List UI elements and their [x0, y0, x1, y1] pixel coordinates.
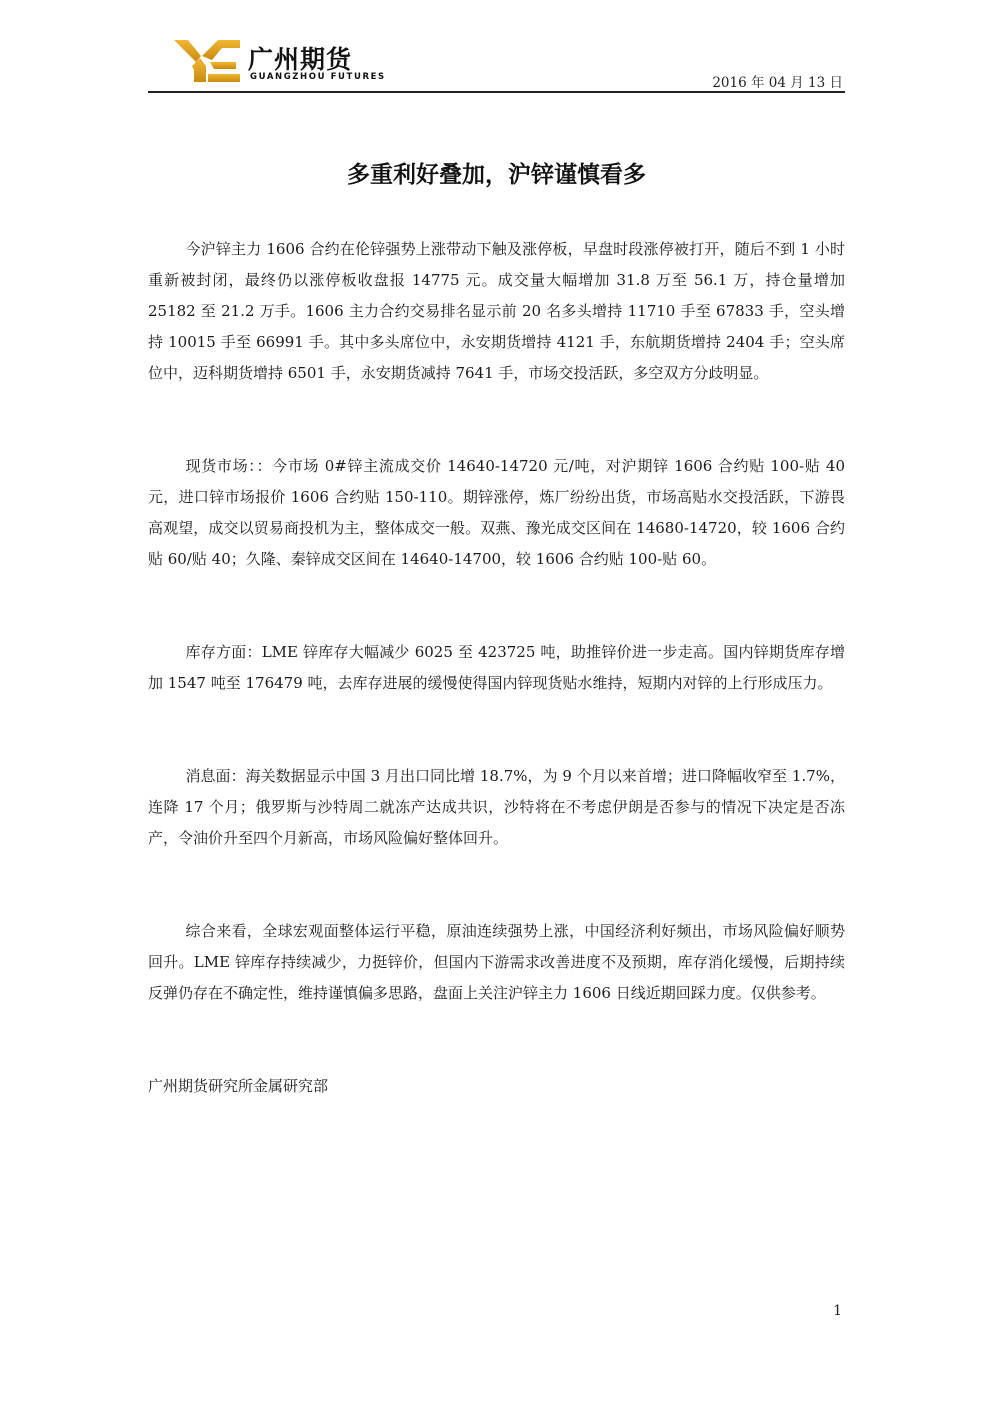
company-logo: [172, 36, 402, 86]
logo-mark-icon: [172, 36, 242, 86]
report-date: 2016 年 04 月 13 日: [712, 75, 843, 91]
brand-subtitle: GUANGZHOU FUTURES: [250, 72, 386, 82]
article-title: 多重利好叠加，沪锌谨慎看多: [347, 162, 646, 188]
article-body: [148, 234, 845, 1102]
paragraph-spot-market: 现货市场：：今市场 0#锌主流成交价 14640-14720 元/吨，对沪期锌 1606 合约贴 100-贴 40 元，进口锌市场报价 1606 合约贴 150-110。期锌涨停，炼厂纷纷出货，市场高贴水交投活跃，下游畏高观望，成交以贸易商投机为主，整体成交一般。双燕、豫光成交区间在 14680-14720，较 1606 合约贴 60/贴 40；久隆、秦锌成交区间在 14640-14700，较 1606 合约贴 100-贴 60。: [148, 457, 845, 568]
paragraph-conclusion: 综合来看，全球宏观面整体运行平稳，原油连续强势上涨，中国经济利好频出，市场风险偏好顺势回升。LME 锌库存持续减少，力挺锌价，但国内下游需求改善进度不及预期，库存消化缓慢，后期持续反弹仍存在不确定性，维持谨慎偏多思路，盘面上关注沪锌主力 1606 日线近期回踩力度。仅供参考。: [148, 922, 845, 1002]
header-rule: [148, 91, 845, 93]
brand-name: 广州期货: [248, 45, 353, 74]
page-header: [148, 30, 845, 94]
paragraph-inventory: 库存方面：LME 锌库存大幅减少 6025 至 423725 吨，助推锌价进一步走高。国内锌期货库存增加 1547 吨至 176479 吨，去库存进展的缓慢使得国内锌现货贴水维持，短期内对锌的上行形成压力。: [148, 643, 845, 692]
signature: 广州期货研究所金属研究部: [148, 1077, 329, 1095]
page-number: 1: [833, 1303, 842, 1319]
paragraph-news: 消息面：海关数据显示中国 3 月出口同比增 18.7%，为 9 个月以来首增；进口降幅收窄至 1.7%，连降 17 个月；俄罗斯与沙特周二就冻产达成共识，沙特将在不考虑伊朗是否参与的情况下决定是否冻产，令油价升至四个月新高，市场风险偏好整体回升。: [148, 767, 845, 847]
paragraph-market-summary: 今沪锌主力 1606 合约在伦锌强势上涨带动下触及涨停板，早盘时段涨停被打开，随后不到 1 小时重新被封闭，最终仍以涨停板收盘报 14775 元。成交量大幅增加 31.8 万至 56.1 万，持仓量增加 25182 至 21.2 万手。1606 主力合约交易排名显示前 20 名多头增持 11710 手至 67833 手，空头增持 10015 手至 66991 手。其中多头席位中，永安期货增持 4121 手，东航期货增持 2404 手；空头席位中，迈科期货增持 6501 手，永安期货减持 7641 手，市场交投活跃，多空双方分歧明显。: [148, 240, 845, 382]
